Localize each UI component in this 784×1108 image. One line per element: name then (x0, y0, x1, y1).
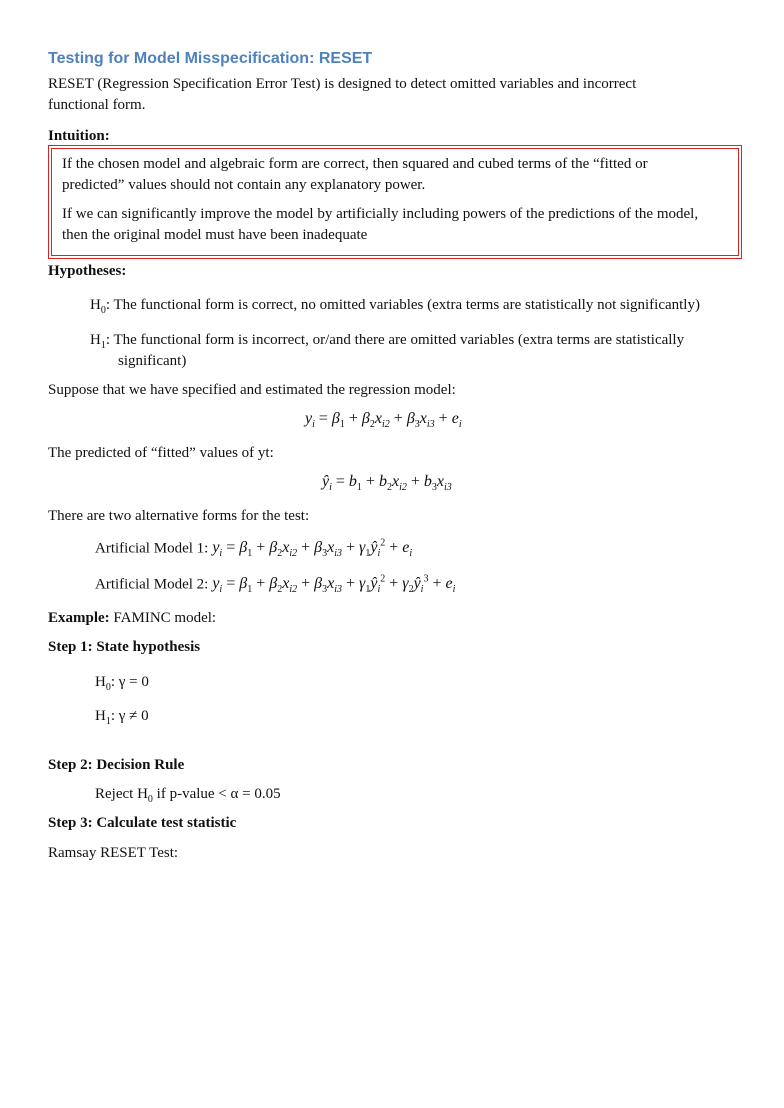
step1-h1-text: : γ ≠ 0 (110, 708, 149, 724)
intuition-paragraph-2 (62, 204, 728, 246)
hypothesis-h1 (90, 330, 740, 356)
step-1-h0 (95, 672, 149, 698)
artificial-model-1-equation: $y_i = \beta_1 + \beta_2x_{i2} + \beta_3x_{i3}$ + $\gamma_1ŷ_i^2 + e_i$ (212, 538, 413, 560)
step2-text-a: Reject H (95, 786, 148, 802)
intro-line-2: functional form. (48, 97, 146, 113)
ramsay-reset-text: Ramsay RESET Test: (48, 845, 179, 861)
intuition-p2-line1: If we can significantly improve the model by artificially including powers of the predictions of the model, (62, 206, 699, 222)
step-3-heading: Step 3: Calculate test statistic (48, 815, 237, 831)
two-forms-text: There are two alternative forms for the test: (48, 508, 310, 524)
page-content (48, 50, 748, 147)
regression-equation: $y_i = \beta_1 + \beta_2x_{i2} + \beta_3x_{i3} + e_i$ (305, 410, 462, 431)
step1-h0-label: H (95, 674, 106, 690)
intuition-p2-line2: then the original model must have been inadequate (62, 227, 368, 243)
h0-subscript: 0 (100, 305, 106, 316)
h1-subscript: 1 (100, 340, 106, 351)
step2-subscript: 0 (147, 794, 153, 805)
intuition-box-inner (51, 148, 739, 256)
h1-label: H (90, 332, 101, 348)
artificial-model-2-label: Artificial Model 2: (95, 576, 209, 593)
fitted-equation: $ŷ_i = b_1 + b_2x_{i2} + b_3x_{i3}$ (322, 473, 452, 494)
artificial-model-1-label: Artificial Model 1: (95, 540, 209, 557)
step-2-rule (95, 784, 281, 810)
step1-h1-subscript: 1 (105, 716, 111, 727)
h0-label: H (90, 297, 101, 313)
artificial-model-2-equation: $y_i = \beta_1 + \beta_2x_{i2} + \beta_3x_{i3}$ + $\gamma_1ŷ_i^2$ + $\gamma_2ŷ_i^3 + e_i$ (212, 574, 456, 596)
artificial-model-1 (95, 538, 412, 560)
intuition-box (48, 145, 742, 259)
step-1-h1 (95, 706, 149, 732)
step1-h1-label: H (95, 708, 106, 724)
hypothesis-h0 (90, 295, 700, 321)
intuition-heading: Intuition: (48, 128, 110, 144)
intuition-p1-line1: If the chosen model and algebraic form are correct, then squared and cubed terms of the “fitted or (62, 156, 648, 172)
step1-h0-text: : γ = 0 (110, 674, 149, 690)
artificial-model-2 (95, 574, 455, 596)
example-line (48, 608, 216, 629)
suppose-text: Suppose that we have specified and estimated the regression model: (48, 382, 456, 398)
step1-h0-subscript: 0 (105, 682, 111, 693)
intuition-p1-line2: predicted” values should not contain any explanatory power. (62, 177, 426, 193)
page-title: Testing for Model Misspecification: RESET (48, 50, 373, 67)
step2-text-b: if p-value < α = 0.05 (152, 786, 281, 802)
step-1-heading: Step 1: State hypothesis (48, 639, 201, 655)
step-2-heading: Step 2: Decision Rule (48, 757, 185, 773)
hypotheses-heading: Hypotheses: (48, 263, 127, 279)
intuition-paragraph-1 (62, 154, 728, 196)
h1-text: : The functional form is incorrect, or/and there are omitted variables (extra terms are statistically (105, 332, 685, 348)
h0-text: : The functional form is correct, no omitted variables (extra terms are statistically not significantly) (105, 297, 700, 313)
h1-continuation: significant) (118, 353, 187, 369)
predicted-text: The predicted of “fitted” values of yt: (48, 445, 274, 461)
intro-line-1: RESET (Regression Specification Error Test) is designed to detect omitted variables and incorrect (48, 76, 637, 92)
example-text: FAMINC model: (109, 610, 217, 626)
example-label: Example: (48, 610, 110, 626)
